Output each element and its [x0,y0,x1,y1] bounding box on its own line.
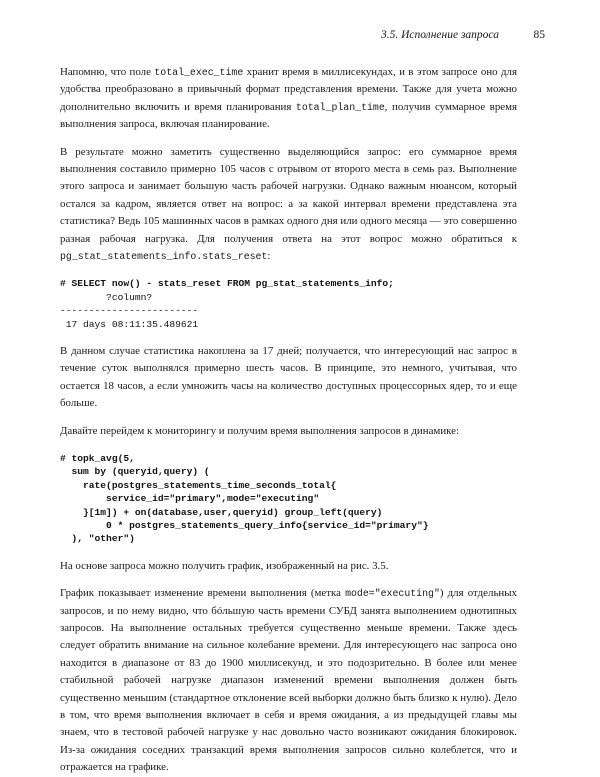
paragraph-total-exec-time: Напомню, что поле total_exec_time хранит время в миллисекундах, и в этом запросе оно для удобства преобразовано в привычный формат представления времени. Также для учета можно дополнительно включить и время планирования total_plan_time, получив суммарное время выполнения запроса, включая планирование. [60,66,517,131]
inline-code-total-exec-time: total_exec_time [154,67,244,78]
paragraph-statistics-period: В данном случае статистика накоплена за 17 дней; получается, что интересующий нас запрос в течение суток выполнялся примерно шесть часов. В принципе, это немного, учитывая, что остается 18 часов, а если умножить часы на количество доступных процессорных ядер, то и еще больше. [60,345,517,410]
code-line: # topk_avg(5, [60,453,135,465]
code-line: ------------------------ [60,305,199,317]
code-line: ?column? [60,291,153,303]
code-line: # SELECT now() - stats_reset FROM pg_stat_statements_info; [60,278,394,290]
code-block-topk-avg [60,452,517,546]
paragraph-result: В результате можно заметить существенно выделяющийся запрос: его суммарное время выполнения составило примерно 105 часов с отрывом от второго места в семь раз. Выполнение этого запроса и занимает большую часть рабочей нагрузки. Однако важным нюансом, который остался за кадром, является ответ на вопрос: а за какой интервал времени представлена эта статистика? Ведь 105 машинных часов в рамках одного дня или одного месяца — это совершенно разная рабочая нагрузка. Для получения ответа на этот вопрос можно обратиться к pg_stat_statements_info.stats_reset: [60,145,517,263]
running-title: 3.5. Исполнение запроса [380,29,499,41]
paragraph-figure-reference: На основе запроса можно получить график, изображенный на рис. 3.5. [60,559,389,572]
page-number: 85 [533,29,545,41]
code-line: 17 days 08:11:35.489621 [60,318,199,330]
inline-code-mode-executing: mode="executing" [345,588,440,600]
code-line: rate(postgres_statements_time_seconds_total{ [60,479,337,491]
inline-code-stats-reset: pg_stat_statements_info.stats_reset [60,251,268,263]
code-line: 0 * postgres_statements_query_info{service_id="primary"} [60,520,429,532]
code-line: ), "other") [60,533,135,545]
page-header [60,29,545,45]
code-line: sum by (queryid,query) ( [60,466,210,478]
page-body [60,64,517,777]
paragraph-monitoring: Давайте перейдем к мониторингу и получим время выполнения запросов в динамике: [60,424,460,437]
inline-code-total-plan-time: total_plan_time [295,101,385,113]
code-line: }[1m]) + on(database,user,queryid) group_left(query) [60,506,383,518]
code-line: service_id="primary",mode="executing" [60,493,320,505]
paragraph-graph-analysis: График показывает изменение времени выполнения (метка mode="executing") для отдельных запросов, и по нему видно, что бóльшую часть времени СУБД занята выполнением однотипных запросов. На выполнение остальных требуется существенно меньше времени. Также здесь следует обратить внимание на сильное колебание времени. Для интересующего нас запроса оно находится в диапазоне от 83 до 1900 миллисекунд, и это подозрительно. В более или менее стабильной рабочей нагрузке диапазон изменений времени выполнения должен быть существенно меньшим (стандартное отклонение всей выборки должно быть близко к нулю). Дело в том, что время выполнения включает в себя и время ожидания, а из предыдущей главы мы знаем, что в тестовой рабочей нагрузке у нас довольно часто возникают ожидания блокировок. Из-за ожидания соседних транзакций время выполнения запросов сильно колеблется, что и отражается на графике. [60,587,517,774]
code-block-stats-reset [60,277,517,331]
